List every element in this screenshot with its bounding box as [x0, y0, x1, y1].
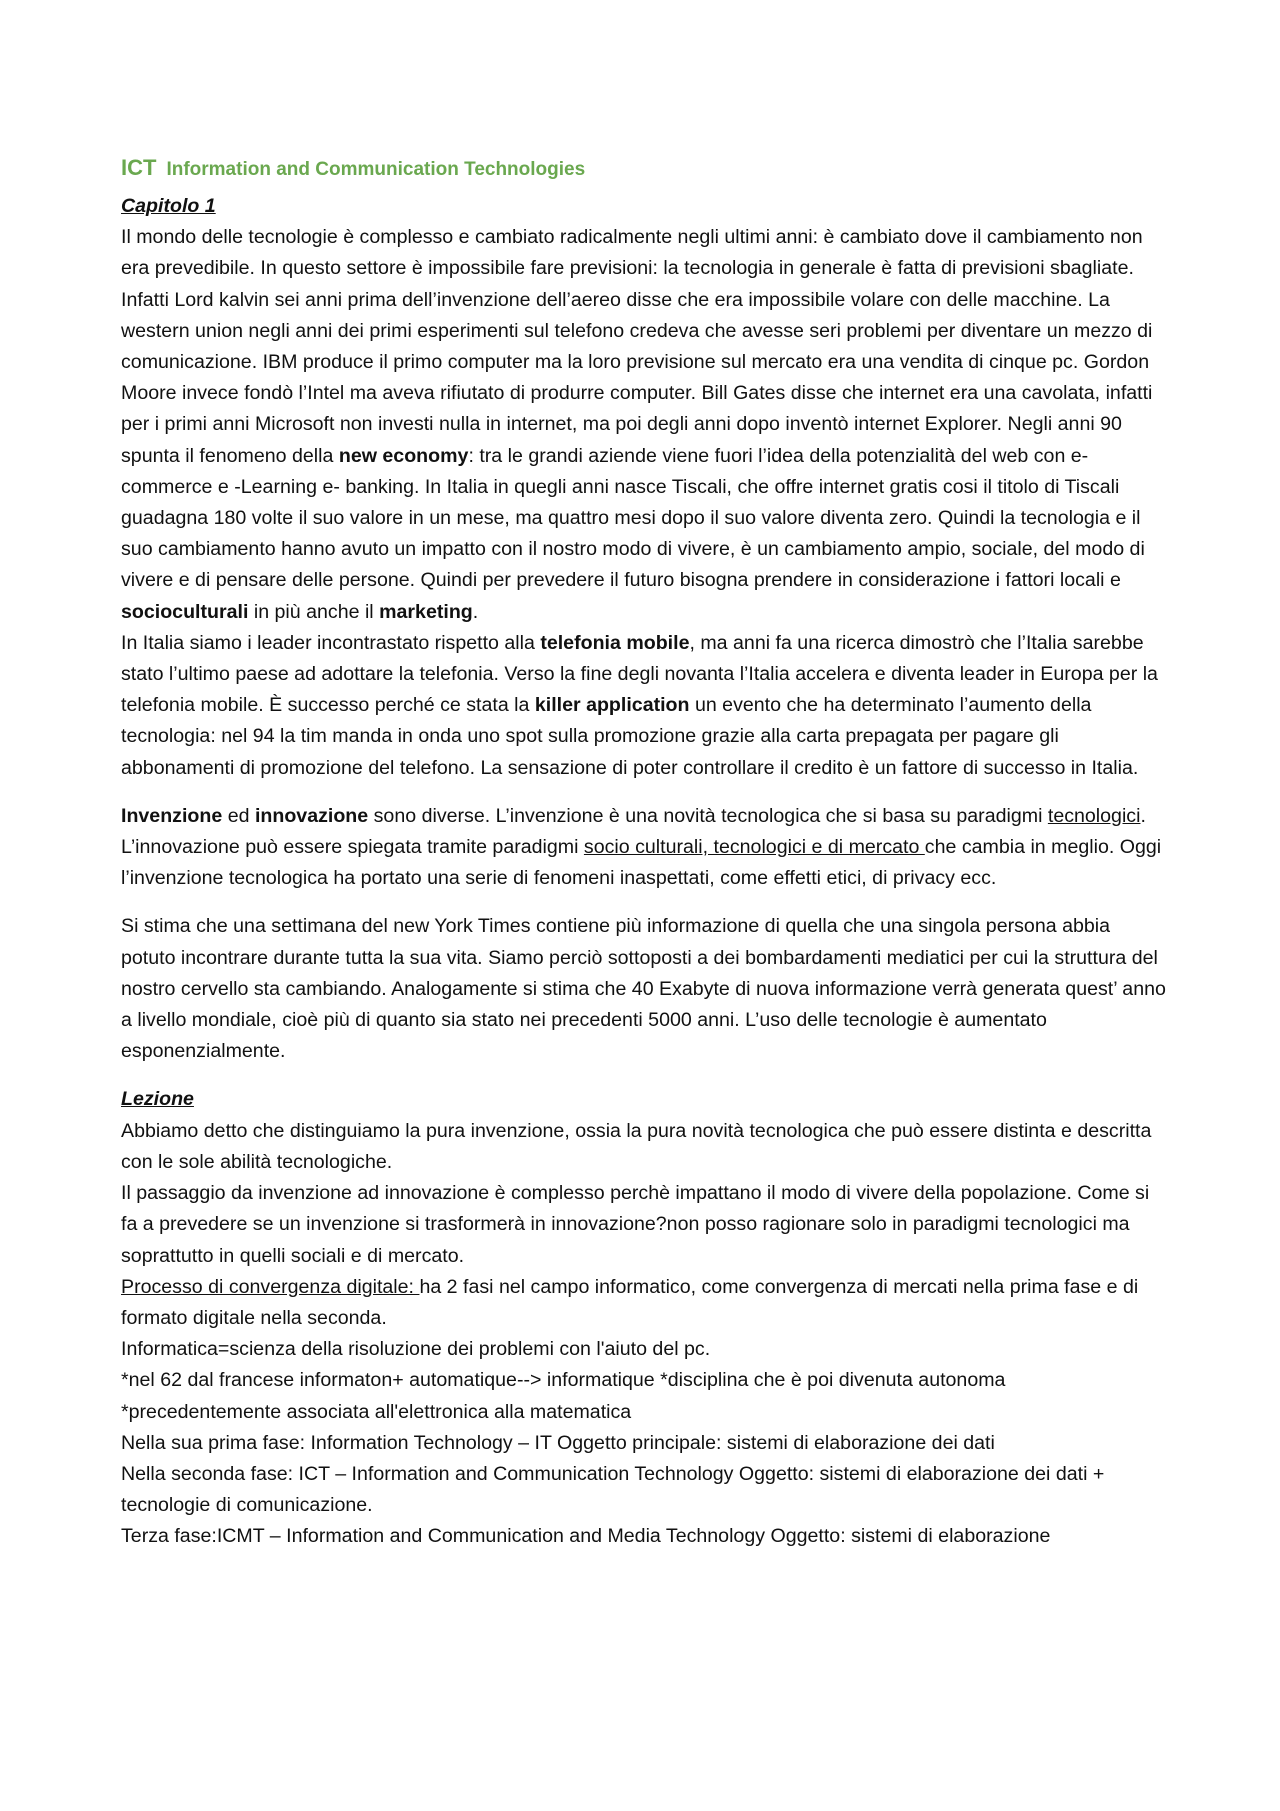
bold-term: Invenzione — [121, 804, 223, 827]
section-heading-capitolo: Capitolo 1 — [121, 195, 216, 217]
text-run: Nella seconda fase: ICT – Information and Communication Technology Oggetto: sistemi di elaborazione dei dati + tecnologie di comunicazione. — [121, 1462, 1105, 1517]
title-abbreviation: ICT — [121, 155, 157, 180]
text-run: Il passaggio da invenzione ad innovazione è complesso perchè impattano il modo di vivere della popolazione. Come si fa a prevedere se un invenzione si trasformerà in innovazione?non posso ragionare solo in paradigmi tecnologici ma soprattutto in quelli sociali e di mercato. — [121, 1182, 1150, 1267]
paragraph — [121, 1116, 1166, 1178]
paragraph — [121, 1178, 1166, 1272]
bold-term: new economy — [338, 444, 469, 467]
text-run: : tra le grandi aziende viene fuori l’idea della potenzialità del web con e- commerce e -Learning e- banking. In Italia in quegli anni nasce Tiscali, che offre internet gratis cosi il titolo di Tiscali guadagna 180 volte il suo valore in un mese, ma quattro mesi dopo il suo valore diventa zero. Quindi la tecnologia e il suo cambiamento hanno avuto un impatto con il nostro modo di vivere, è un cambiamento ampio, sociale, del modo di vivere e di pensare delle persone. Quindi per prevedere il futuro bisogna prendere in considerazione i fattori locali e — [121, 444, 1145, 592]
text-run: Informatica=scienza della risoluzione dei problemi con l'aiuto del pc. — [121, 1338, 711, 1361]
paragraph — [121, 911, 1166, 1067]
text-run: in più anche il — [248, 600, 380, 623]
text-run: ha 2 fasi nel campo informatico, come convergenza di mercati nella prima fase e di formato digitale nella seconda. — [121, 1275, 1139, 1329]
paragraph — [121, 1459, 1166, 1521]
text-run: . L’innovazione può essere spiegata tramite paradigmi — [121, 804, 1146, 859]
document-title — [121, 152, 1166, 185]
underlined-term: Processo di convergenza digitale: — [121, 1275, 420, 1298]
paragraph — [121, 1365, 1166, 1396]
text-run: ed — [222, 804, 255, 827]
text-run: Si stima che una settimana del new York Times contiene più informazione di quella che una singola persona abbia potuto incontrare durante tutta la sua vita. Siamo perciò sottoposti a dei bombardamenti mediatici per cui la struttura del nostro cervello sta cambiando. Analogamente si stima che 40 Exabyte di nuova informazione verrà generata quest’ anno a livello mondiale, cioè più di quanto sia stato nei precedenti 5000 anni. L’uso delle tecnologie è aumentato esponenzialmente. — [121, 915, 1166, 1063]
paragraph — [121, 628, 1166, 784]
text-run: un evento che ha determinato l’aumento della tecnologia: nel 94 la tim manda in onda uno spot sulla promozione grazie alla carta prepagata per pagare gli abbonamenti di promozione del telefono. La sensazione di poter controllare il credito è un fattore di successo in Italia. — [121, 694, 1139, 779]
underlined-term: socio culturali, tecnologici e di mercato — [583, 836, 925, 859]
text-run: Abbiamo detto che distinguiamo la pura invenzione, ossia la pura novità tecnologica che può essere distinta e descritta con le sole abilità tecnologiche. — [121, 1119, 1152, 1173]
bold-term: killer application — [534, 694, 690, 717]
section-heading-lezione: Lezione — [121, 1088, 194, 1111]
text-run: Il mondo delle tecnologie è complesso e cambiato radicalmente negli ultimi anni: è cambiato dove il cambiamento non era prevedibile. In questo settore è impossibile fare previsioni: la tecnologia in generale è fatta di previsioni sbagliate. Infatti Lord kalvin sei anni prima dell’invenzione dell’aereo disse che era impossibile volare con delle macchine. La western union negli anni dei primi esperimenti sul telefono credeva che avesse seri problemi per diventare un mezzo di comunicazione. IBM produce il primo computer ma la loro previsione sul mercato era una vendita di cinque pc. Gordon Moore invece fondò l’Intel ma aveva rifiutato di produrre computer. Bill Gates disse che internet era una cavolata, infatti per i primi anni Microsoft non investi nulla in internet, ma poi degli anni dopo inventò internet Explorer. Negli anni 90 spunta il fenomeno della — [121, 226, 1153, 467]
document-content — [121, 152, 1166, 1553]
text-run: Terza fase:ICMT – Information and Communication and Media Technology Oggetto: sistemi di elaborazione — [121, 1525, 1051, 1548]
paragraph — [121, 801, 1166, 895]
paragraph — [121, 1272, 1166, 1334]
title-full-text: Information and Communication Technologies — [166, 159, 586, 180]
bold-term: telefonia mobile — [540, 631, 690, 654]
text-run: In Italia siamo i leader incontrastato rispetto alla — [121, 631, 541, 654]
paragraph — [121, 1428, 1166, 1459]
underlined-term: tecnologici — [1047, 804, 1141, 827]
text-run: , ma anni fa una ricerca dimostrò che l’Italia sarebbe stato l’ultimo paese ad adottare la telefonia. Verso la fine degli novanta l’Italia accelera e diventa leader in Europa per la telefonia mobile. È successo perché ce stata la — [121, 631, 1158, 717]
paragraph — [121, 1334, 1166, 1365]
text-run: *nel 62 dal francese informaton+ automatique--> informatique *disciplina che è poi divenuta autonoma — [121, 1369, 1006, 1392]
text-run: *precedentemente associata all'elettronica alla matematica — [121, 1400, 632, 1423]
paragraph — [121, 1521, 1166, 1552]
text-run: Nella sua prima fase: Information Technology – IT Oggetto principale: sistemi di elaborazione dei dati — [121, 1431, 995, 1454]
text-run: sono diverse. L’invenzione è una novità tecnologica che si basa su paradigmi — [368, 804, 1048, 827]
text-run: . — [472, 600, 479, 623]
paragraph — [121, 222, 1166, 628]
bold-term: socioculturali — [121, 600, 249, 623]
bold-term: marketing — [379, 600, 473, 623]
bold-term: innovazione — [254, 804, 369, 827]
text-run: che cambia in meglio. Oggi l’invenzione tecnologica ha portato una serie di fenomeni inaspettati, come effetti etici, di privacy ecc. — [121, 836, 1162, 890]
paragraph — [121, 1397, 1166, 1428]
